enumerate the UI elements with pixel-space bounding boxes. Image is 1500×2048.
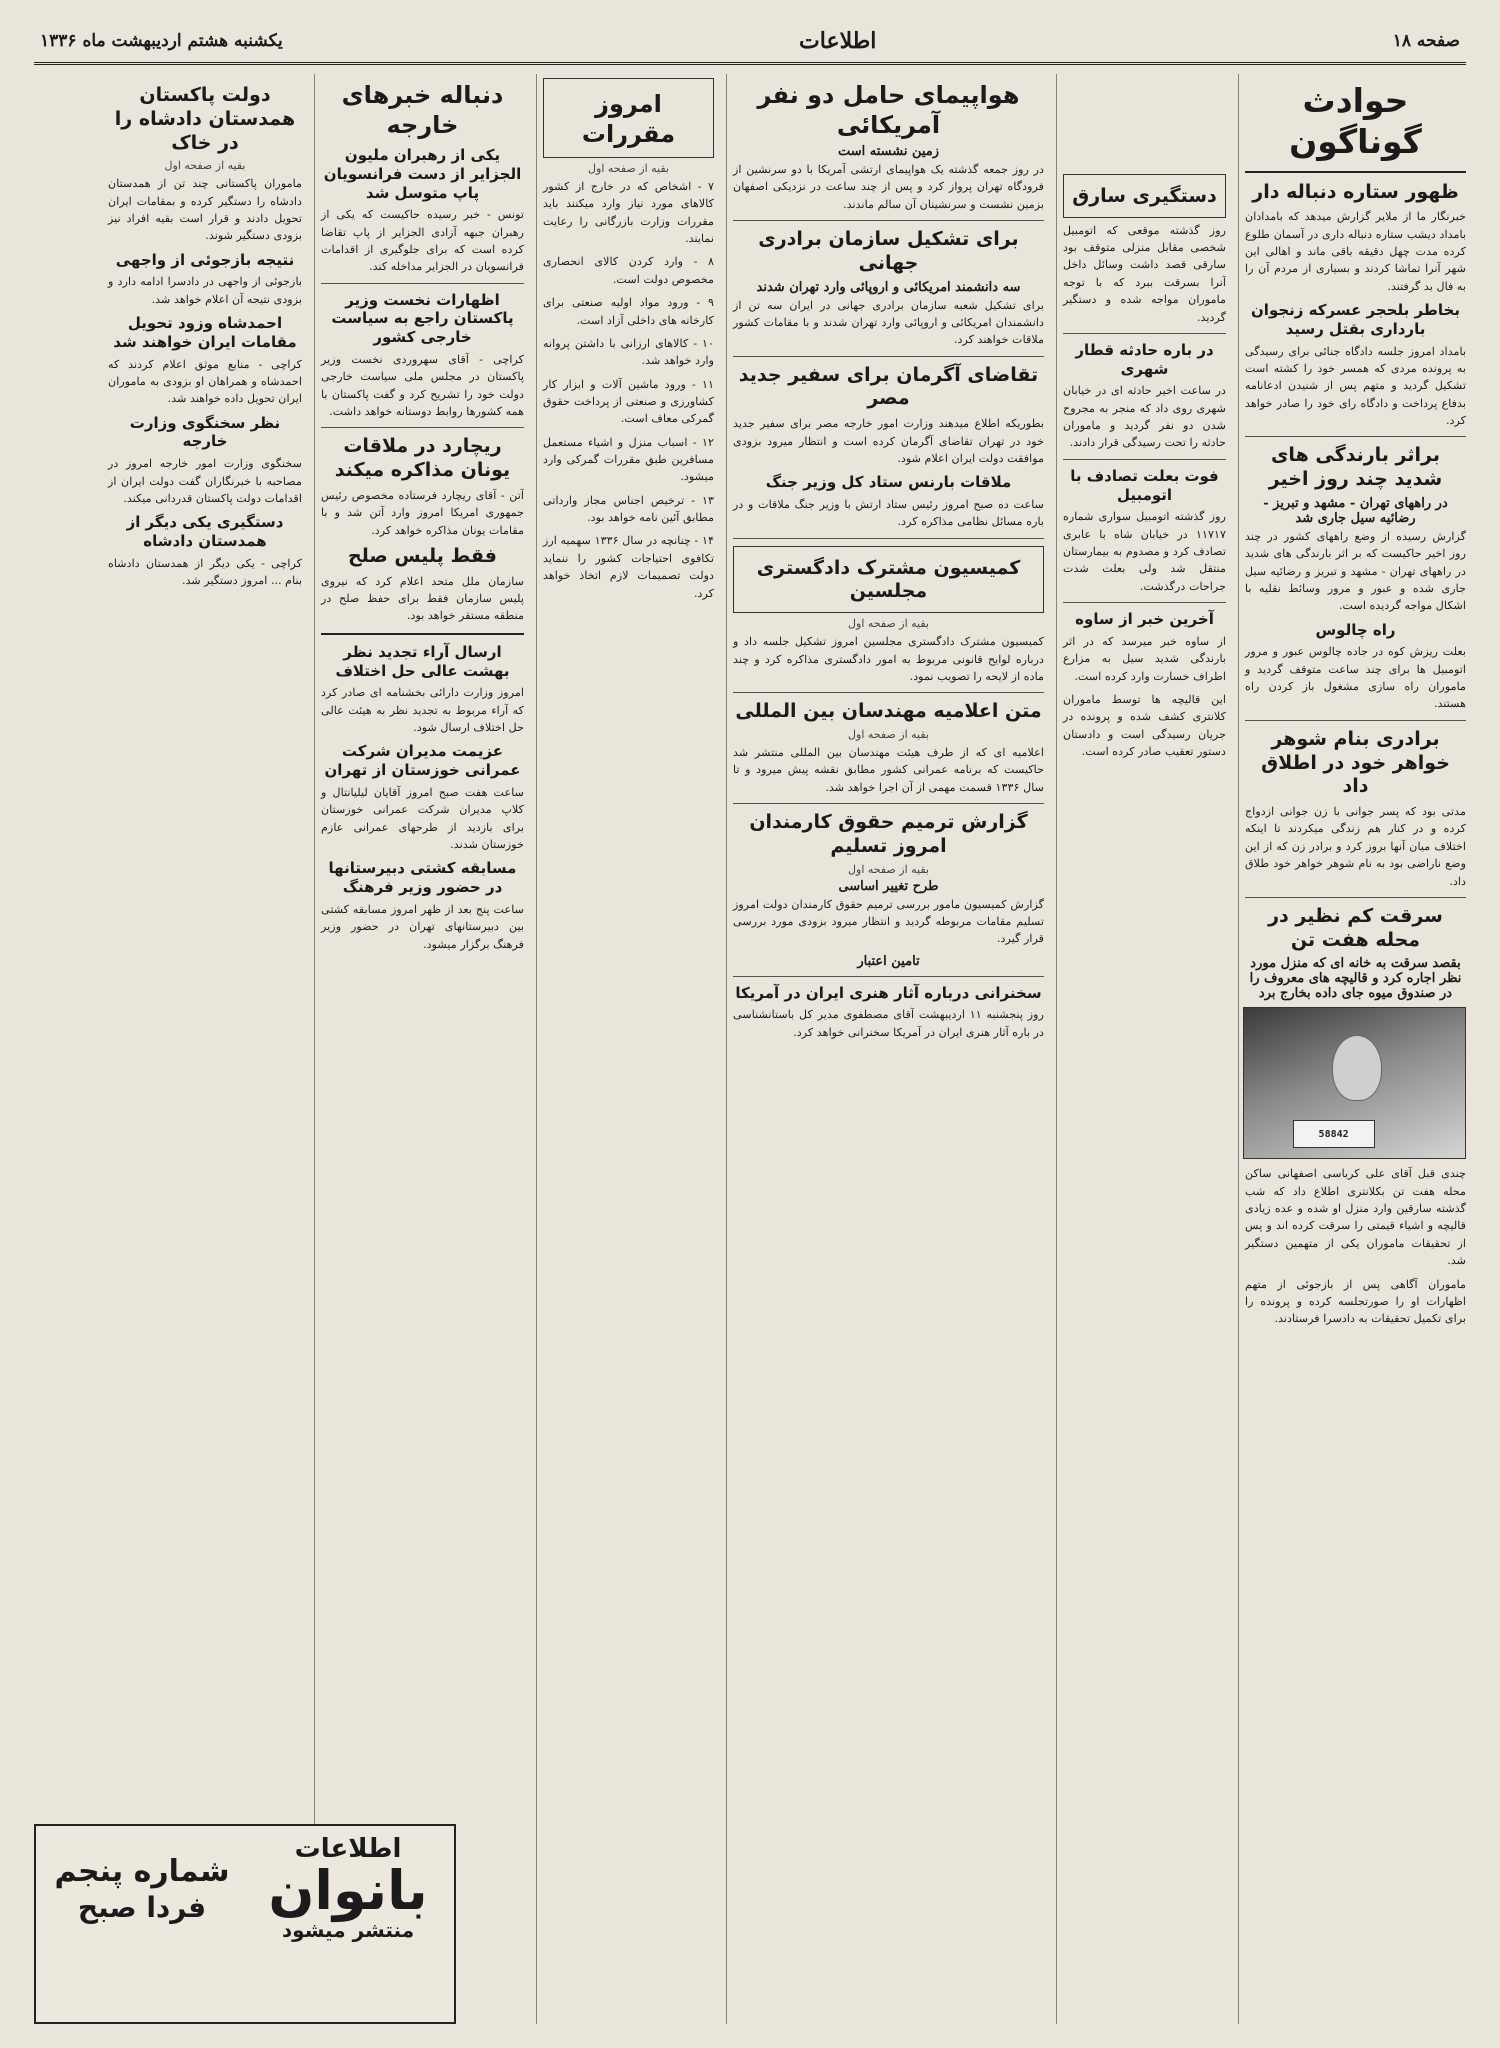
meeting-text: ساعت ده صبح امروز رئیس ستاد ارتش با وزیر جنگ ملاقات و در باره مسائل نظامی مذاکره کرد. <box>733 497 1044 529</box>
column-foreign <box>314 74 524 2024</box>
divider <box>1245 897 1466 898</box>
regulation-item-14: ۱۴ - چنانچه در سال ۱۳۳۶ سهمیه ارز تکافوی احتیاجات کشور را ننماید دولت تصمیمات لازم اتخاذ خواهد کرد. <box>543 534 714 600</box>
meeting-headline: ملاقات بارنس ستاد کل وزیر جنگ <box>765 473 1012 492</box>
issue-date: یکشنبه هشتم اردیبهشت ماه ۱۳۳۶ <box>40 31 283 51</box>
suspect-face <box>1332 1035 1382 1101</box>
commission-text: کمیسیون مشترک دادگستری مجلسین امروز تشکیل جلسه داد و درباره لوایح قانونی مربوط به امور دادگستری مذاکره کرد و چند ماده از لایحه را تصویب نمود. <box>733 635 1044 683</box>
page-number: صفحه ۱۸ <box>1392 31 1460 51</box>
divider <box>321 283 524 284</box>
regulations-title-box <box>543 78 714 158</box>
saveh-headline: آخرین خبر از ساوه <box>1075 610 1214 629</box>
divider <box>1063 333 1226 334</box>
report-continued: بقیه از صفحه اول <box>848 862 929 876</box>
ad-logo-top: اطلاعات <box>294 1834 402 1864</box>
commission-headline: کمیسیون مشترک دادگستری مجلسین <box>756 556 1021 603</box>
photo-plate-number: 58842 <box>1293 1120 1375 1148</box>
divider <box>1245 171 1466 173</box>
brother-text: مدتی بود که پسر جوانی با زن جوانی ازدواج کرده و در کنار هم زندگی میکردند تا اینکه اختلاف میان آنها بروز کرد و برادر زن که از این وضع ناراضی بود به نام شوهر خواهر خود طلاق داد. <box>1245 805 1466 888</box>
arrest-text: روز گذشته موقعی که اتومبیل شخصی مقابل منزلی متوقف بود سارقی قصد داشت وسائل داخل آنرا بسرقت ببرد که با توجه ماموران مواجه شده و دستگیر گردید. <box>1063 223 1226 324</box>
regulation-item-8: ۸ - وارد کردن کالای انحصاری مخصوص دولت است. <box>543 255 714 286</box>
algeria-headline: یکی از رهبران ملیون الجزایر از دست فرانسویان پاپ متوسل شد <box>323 146 522 202</box>
commission-box <box>733 546 1044 614</box>
theft-subheadline: بقصد سرقت به خانه ای که منزل مورد نظر اجاره کرد و قالیچه های معروف را در صندوق میوه جای داده بخارج برد <box>1249 956 1462 1002</box>
pakistan-text: ماموران پاکستانی چند تن از همدستان دادشاه را دستگیر کرده و بمقامات ایران تحویل دادند و قرار است بقیه افراد نیز بزودی دستگیر شوند. <box>108 177 302 243</box>
column-events <box>1238 74 1466 2024</box>
commission-continued: بقیه از صفحه اول <box>848 617 929 631</box>
greece-text: آتن - آقای ریچارد فرستاده مخصوص رئیس جمهوری امریکا امروز وارد آتن شد و با مقامات یونان مذاکره خواهد کرد. <box>321 488 524 537</box>
regulation-item-11: ۱۱ - ورود ماشین آلات و ابزار کار کشاورزی و صنعتی از پرداخت حقوق گمرکی معاف است. <box>543 377 714 426</box>
train-accident-text: در ساعت اخیر حادثه ای در خیابان شهری روی داد که منجر به مجروح شدن دو نفر گردید و ماموران حادثه را تحت رسیدگی قرار دادند. <box>1063 384 1226 450</box>
suspect-photo <box>1243 1007 1466 1159</box>
votes-text: امروز وزارت دارائی بخشنامه ای صادر کرد که آراء مربوط به تجدید نظر به هیئت عالی حل اختلاف ارسال شود. <box>321 686 524 734</box>
school-wrestling-headline: مسابقه کشتی دبیرستانها در حضور وزیر فرهنگ <box>328 859 517 897</box>
ad-left-panel <box>250 1834 446 2014</box>
column-main <box>726 74 1044 2024</box>
ambassador-text: بطوریکه اطلاع میدهند وزارت امور خارجه مصر برای سفیر جدید خود در تهران تقاضای آگرمان کرده است و انتظار میرود بزودی موافقت دولت ایران اعلام شود. <box>733 417 1044 465</box>
arrest-box <box>1063 174 1226 218</box>
thief-more-text: این قالیچه ها توسط ماموران کلانتری کشف شده و پرونده در جریان رسیدگی است و دادستان دستور تعقیب صادر کرده است. <box>1063 692 1226 759</box>
regulation-item-12: ۱۲ - اسباب منزل و اشیاء مستعمل مسافرین طبق مقررات گمرکی وارد میشود. <box>543 435 714 484</box>
spokesman-text: سخنگوی وزارت امور خارجه امروز در مصاحبه با خبرنگاران گفت دولت ایران از اقدامات دولت پاکستان قدردانی میکند. <box>108 457 302 505</box>
divider <box>733 220 1044 221</box>
another-arrest-headline: دستگیری یکی دیگر از همدستان دادشاه <box>126 513 284 551</box>
chalus-headline: راه چالوس <box>1315 620 1396 639</box>
regulation-item-13: ۱۳ - ترخیص اجناس مجاز وارداتی مطابق آئین نامه خواهد بود. <box>543 493 714 525</box>
car-death-headline: فوت بعلت تصادف با اتومبیل <box>1070 466 1219 504</box>
theft-more-text: ماموران آگاهی پس از بازجوئی از متهم اظهارات او را صورتجلسه کرده و پرونده را برای تکمیل تحقیقات به دادسرا فرستادند. <box>1245 1277 1466 1326</box>
org-headline: برای تشکیل سازمان برادری جهانی <box>758 228 1019 274</box>
divider <box>733 803 1044 804</box>
ahmadshah-headline: احمدشاه وزود تحویل مقامات ایران خواهند شد <box>113 314 297 351</box>
divider <box>321 633 524 635</box>
pakistan-pm-text: کراچی - آقای سهروردی نخست وزیر پاکستان در مجلس ملی سیاست خارجی دولت خود را تشریح کرد و گفت پاکستان با همه کشورها روابط دوستانه خواهد داشت. <box>321 352 524 419</box>
heavy-rain-subheadline: در راههای تهران - مشهد و تبریز - رضائیه سیل جاری شد <box>1263 495 1448 526</box>
heavy-rain-text: گزارش رسیده از وضع راههای کشور در چند روز اخیر حاکیست که بر اثر بارندگی های شدید در راههای تهران - مشهد و تبریز و رضائیه سیل جاری شده و عبور و مرور وسائط نقلیه با اشکال مواجه گردیده است. <box>1245 529 1466 613</box>
saveh-text: از ساوه خبر میرسد که در اثر بارندگی شدید سیل به مزارع اطراف خسارت وارد کرده است. <box>1063 634 1226 683</box>
ahmadshah-text: کراچی - منابع موثق اعلام کردند که احمدشاه و همراهان او بزودی به ماموران ایران تحویل داده خواهند شد. <box>108 357 302 406</box>
ad-tomorrow: فردا صبح <box>77 1891 207 1924</box>
ambassador-headline: تقاضای آگرمان برای سفیر جدید مصر <box>738 363 1039 410</box>
interrogation-text: بازجوئی از واجهی در دادسرا ادامه دارد و بزودی نتیجه آن اعلام خواهد شد. <box>108 275 302 306</box>
columns <box>34 74 1466 2024</box>
divider <box>1063 459 1226 460</box>
car-death-text: روز گذشته اتومبیل سواری شماره ۱۱۷۱۷ در خیابان شاه با عابری تصادف کرد و مصدوم به بیمارستان منتقل شد ولی بعلت شدت جراحات درگذشت. <box>1063 510 1226 593</box>
school-wrestling-text: ساعت پنج بعد از ظهر امروز مسابقه کشتی بین دبیرستانهای تهران در حضور وزیر فرهنگ برگزار میشود. <box>321 902 524 951</box>
khuzestan-headline: عزیمت مدیران شرکت عمرانی خوزستان از تهران <box>324 742 521 780</box>
ad-issue-number: شماره پنجم <box>54 1854 230 1889</box>
ad-publish: منتشر میشود <box>281 1918 415 1942</box>
spokesman-headline: نظر سخنگوی وزارت خارجه <box>129 413 281 451</box>
report-text: گزارش کمیسیون مامور بررسی ترمیم حقوق کارمندان دولت امروز تسلیم مقامات مربوطه گردید و انتظار میرود بزودی مورد بررسی قرار گیرد. <box>733 897 1044 946</box>
report-subheadline-2: تامین اعتبار <box>857 953 920 969</box>
banovan-advertisement <box>34 1824 456 2024</box>
interrogation-headline: نتیجه بازجوئی از واجهی <box>115 250 295 269</box>
intl-headline: متن اعلامیه مهندسان بین المللی <box>735 700 1042 723</box>
foreign-title: دنباله خبرهای خارجه <box>341 81 504 139</box>
column-thief <box>1056 74 1226 2024</box>
divider <box>733 692 1044 693</box>
teen-text: بامداد امروز جلسه دادگاه جنائی برای رسیدگی به پرونده مردی که همسر خود را کشته است تشکیل گردید و متهم پس از شنیدن ادعانامه بدفاع پرداخت و دادگاه رای خود را صادر خواهد کرد. <box>1245 344 1466 427</box>
events-title: حوادث گوناگون <box>1289 81 1422 162</box>
pakistan-pm-headline: اظهارات نخست وزیر پاکستان راجع به سیاست خارجی کشور <box>331 290 514 347</box>
column-regulations <box>536 74 714 2024</box>
theft-text: چندی قبل آقای علی کرباسی اصفهانی ساکن محله هفت تن بکلانتری اطلاع داد که شب گذشته سارقین وارد منزل او شده و عده زیادی قالیچه و اشیاء قیمتی را سرقت کرده اند و پس از تحقیقات ماموران یکی از متهمین دستگیر شد. <box>1245 1167 1466 1268</box>
khuzestan-text: ساعت هفت صبح امروز آقایان لیلیانتال و کلاپ مدیران شرکت عمرانی خوزستان برای بازدید از طرحهای عمرانی عازم خوزستان شدند. <box>321 785 524 851</box>
another-arrest-text: کراچی - یکی دیگر از همدستان دادشاه بنام ... امروز دستگیر شد. <box>108 556 302 588</box>
ad-right-panel <box>44 1834 240 2014</box>
theft-headline: سرقت کم نظیر در محله هفت تن <box>1268 904 1443 951</box>
regulation-item-7: ۷ - اشخاص که در خارج از کشور کالاهای مورد نیاز وارد میکنند باید مقررات وزارت بازرگانی را رعایت نمایند. <box>543 180 714 246</box>
comet-headline: ظهور ستاره دنباله دار <box>1252 180 1459 203</box>
regulation-item-10: ۱۰ - کالاهای ارزانی با داشتن پروانه وارد خواهد شد. <box>543 336 714 368</box>
regulations-continued: بقیه از صفحه اول <box>588 162 669 175</box>
divider <box>733 356 1044 357</box>
train-accident-headline: در باره حادثه قطار شهری <box>1075 340 1214 378</box>
greece-headline: ریچارد در ملاقات یونان مذاکره میکند <box>334 435 511 482</box>
plane-subheadline: زمین نشسته است <box>837 144 940 159</box>
comet-text: خبرنگار ما از ملایر گزارش میدهد که بامدادان بامداد دیشب ستاره دنباله داری در آسمان طلوع کرده مدت چهل دقیقه باقی ماند و اهالی این شهر آنرا تماشا کردند و بسیاری از مردم آن را به فال بد گرفتند. <box>1245 210 1466 293</box>
pakistan-continued: بقیه از صفحه اول <box>164 159 246 173</box>
brother-headline: برادری بنام شوهر خواهر خود در اطلاق داد <box>1261 727 1450 798</box>
police-text: سازمان ملل متحد اعلام کرد که نیروی پلیس سازمان فقط برای حفظ صلح در منطقه مستقر خواهد بود. <box>321 574 524 623</box>
org-text: برای تشکیل شعبه سازمان برادری جهانی در ایران سه تن از دانشمندان امریکائی و اروپائی وارد تهران شدند و با مقامات کشور ملاقات خواهند کرد. <box>733 298 1044 347</box>
votes-headline: ارسال آراء تجدید نظر بهشت عالی حل اختلاف <box>335 642 510 680</box>
divider <box>1245 436 1466 437</box>
algeria-text: تونس - خبر رسیده حاکیست که یکی از رهبران جبهه آزادی الجزایر از پاپ تقاضا کرده است که برای جلوگیری از اقدامات فرانسویان در الجزایر مداخله کند. <box>321 208 524 274</box>
column-pakistan <box>102 74 302 2024</box>
intl-continued: بقیه از صفحه اول <box>848 728 929 742</box>
divider <box>733 976 1044 977</box>
divider <box>733 538 1044 539</box>
archaeology-headline: سخنرانی درباره آثار هنری ایران در آمریکا <box>735 983 1042 1002</box>
plane-headline: هواپیمای حامل دو نفر آمریکائی <box>757 81 1020 139</box>
divider <box>1063 602 1226 603</box>
divider <box>321 427 524 428</box>
report-headline: گزارش ترمیم حقوق کارمندان امروز تسلیم <box>749 811 1028 857</box>
arrest-headline: دستگیری سارق <box>1072 185 1217 207</box>
teen-headline: بخاطر بلحجر عسرکه زنجوان بارداری بقتل رسید <box>1251 301 1460 338</box>
page-header <box>34 20 1466 65</box>
regulation-item-9: ۹ - ورود مواد اولیه صنعتی برای کارخانه های داخلی آزاد است. <box>543 296 714 327</box>
intl-text: اعلامیه ای که از طرف هیئت مهندسان بین المللی منتشر شد حاکیست که برنامه عمرانی کشور مطابق نقشه پیش میرود و تا سال ۱۳۳۶ قسمت مهمی از آن اجرا خواهد شد. <box>733 746 1044 794</box>
report-subheadline-1: طرح تغییر اساسی <box>838 878 939 894</box>
police-headline: فقط پلیس صلح <box>347 544 497 567</box>
org-subheadline: سه دانشمند امریکائی و اروپائی وارد تهران شدند <box>756 279 1021 295</box>
plane-text: در روز جمعه گذشته یک هواپیمای ارتشی آمریکا با دو سرنشین از فرودگاه تهران پرواز کرد و پس از چند ساعت در نزدیکی اصفهان بزمین نشست و سرنشینان آن سالم ماندند. <box>733 163 1044 211</box>
archaeology-text: روز پنجشنبه ۱۱ اردیبهشت آقای مصطفوی مدیر کل باستانشناسی در باره آثار هنری ایران در آمریکا سخنرانی خواهد کرد. <box>733 1008 1044 1039</box>
regulations-title: امروز مقررات <box>581 90 676 148</box>
heavy-rain-headline: براثر بارندگی های شدید چند روز اخیر <box>1268 444 1443 491</box>
chalus-text: بعلت ریزش کوه در جاده چالوس عبور و مرور اتومبیل ها برای چند ساعت متوقف گردید و ماموران راه سازی مشغول باز کردن راه هستند. <box>1245 645 1466 711</box>
divider <box>1245 720 1466 721</box>
paper-name: اطلاعات <box>799 28 877 54</box>
ad-logo-big: بانوان <box>268 1859 428 1922</box>
pakistan-title: دولت پاکستان همدستان دادشاه را در خاک <box>114 84 296 154</box>
